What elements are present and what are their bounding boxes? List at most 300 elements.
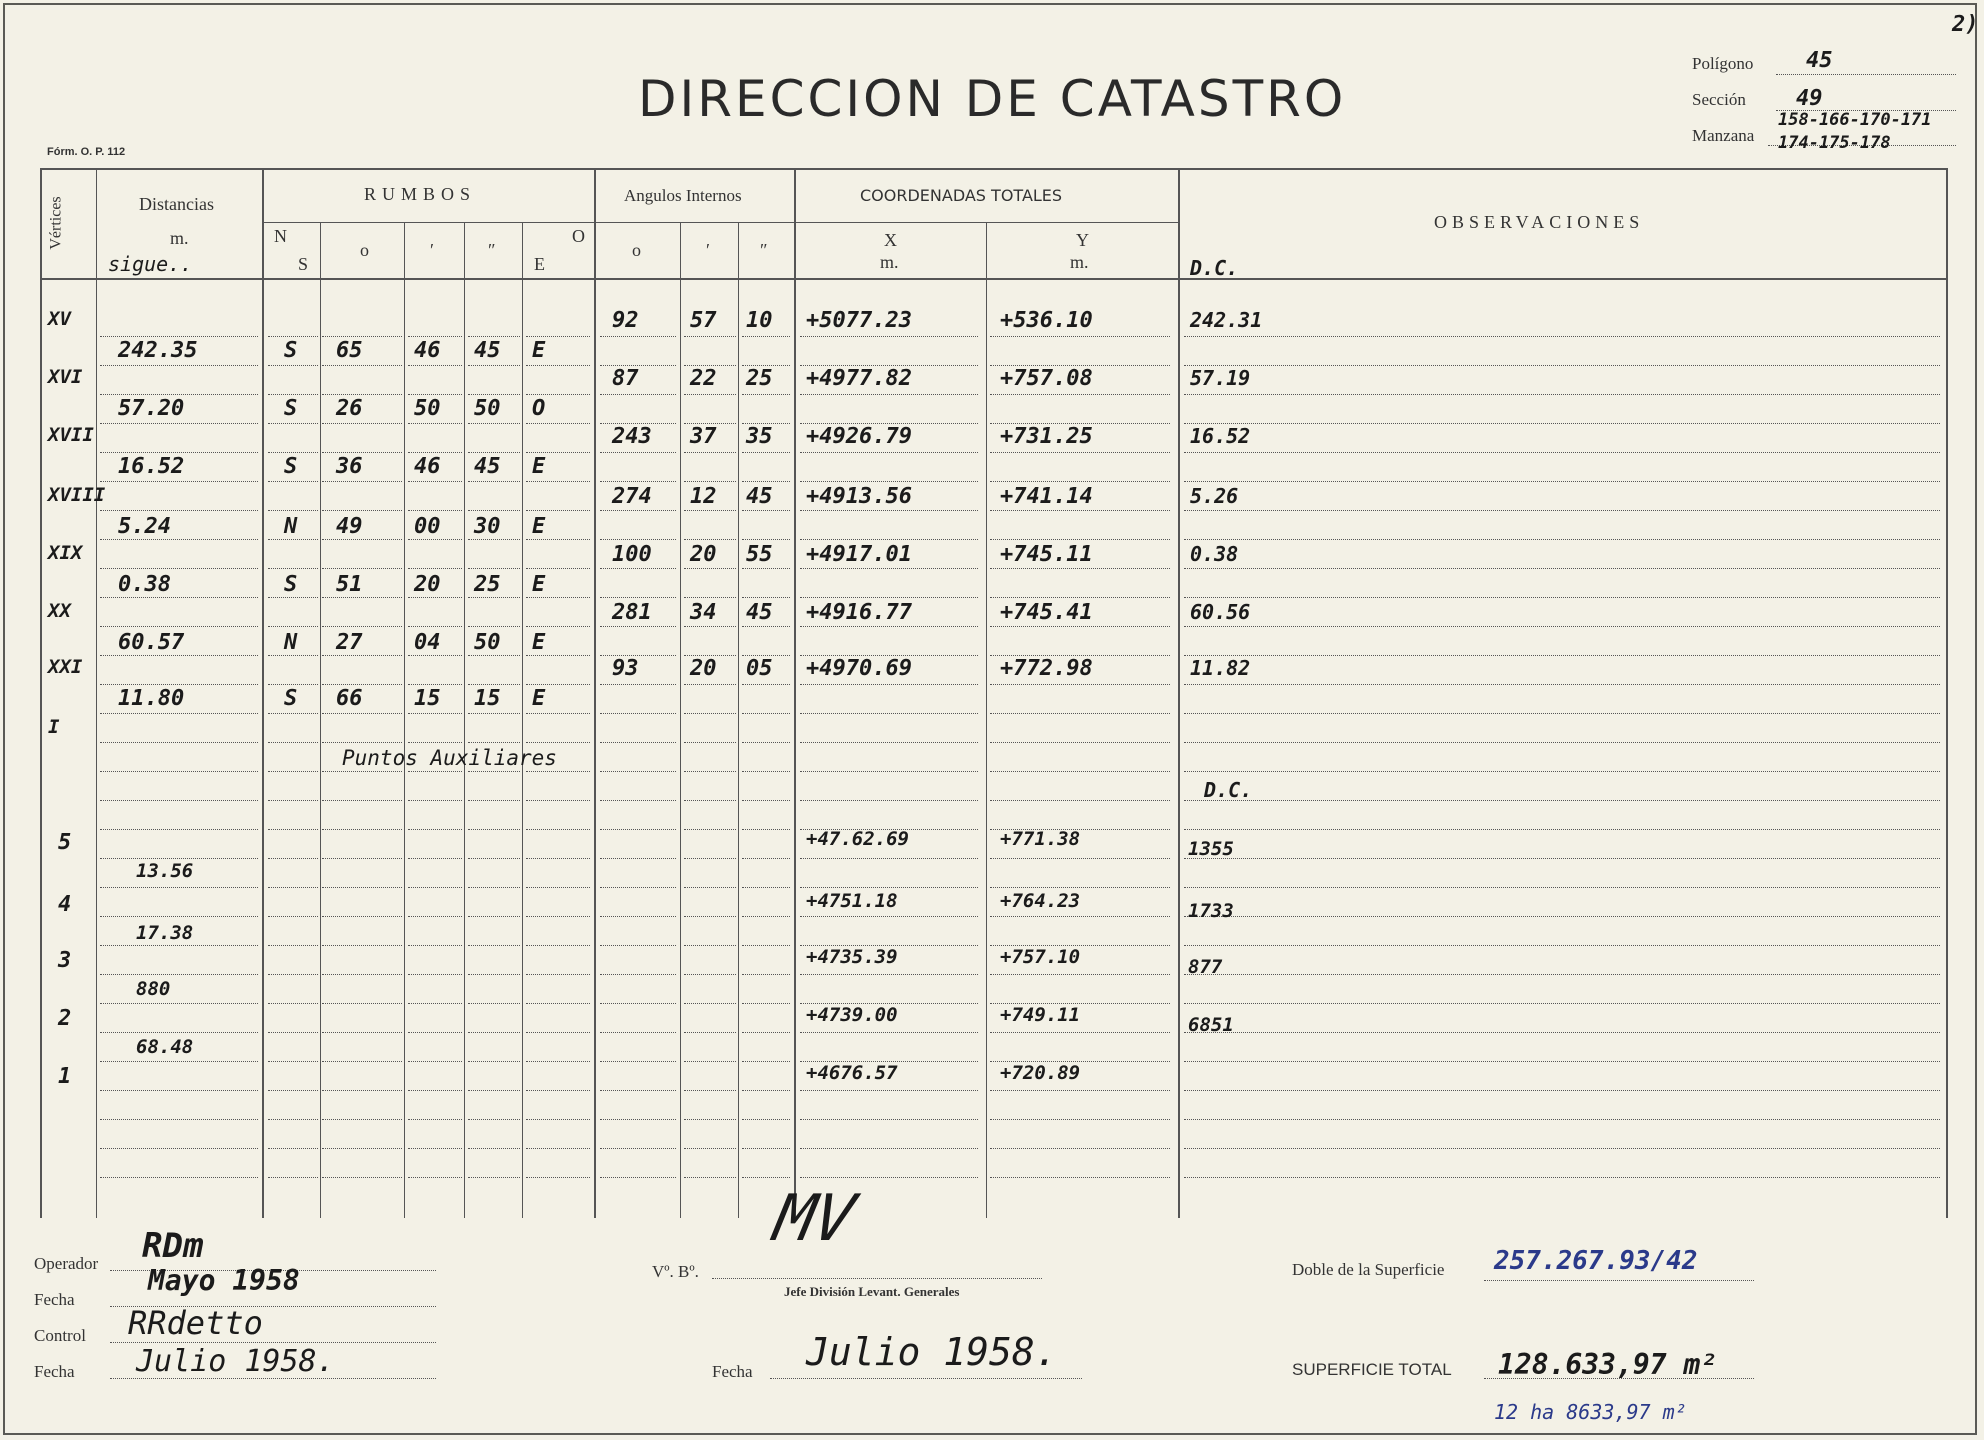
header-rumbos-s: S	[298, 254, 309, 274]
superficie-note: 12 ha 8633,97 m²	[1494, 1400, 1687, 1424]
vobo-line	[712, 1278, 1042, 1279]
row-dotted-line	[526, 858, 590, 859]
row-dotted-line	[322, 1032, 402, 1033]
angle-degrees: 92	[612, 308, 639, 333]
doble-line	[1484, 1280, 1754, 1281]
row-dotted-line	[408, 481, 462, 482]
row-dotted-line	[684, 742, 736, 743]
distance-value: 60.57	[118, 630, 185, 655]
row-dotted-line	[100, 858, 258, 859]
vertex-label: XX	[48, 600, 71, 622]
row-dotted-line	[990, 1177, 1170, 1178]
angulos-sub-rule	[594, 222, 794, 223]
row-dotted-line	[684, 858, 736, 859]
row-dotted-line	[742, 568, 790, 569]
rumbo-minutes: 04	[414, 630, 441, 655]
row-dotted-line	[526, 829, 590, 830]
row-dotted-line	[1184, 684, 1940, 685]
sigue-note: sigue..	[108, 252, 193, 276]
aux-observation-value: 6851	[1188, 1014, 1234, 1036]
row-dotted-line	[800, 742, 978, 743]
col-divider	[1178, 168, 1180, 1218]
row-dotted-line	[742, 800, 790, 801]
row-dotted-line	[990, 887, 1170, 888]
row-dotted-line	[600, 713, 676, 714]
rumbo-ns: S	[284, 338, 298, 363]
col-divider	[320, 222, 321, 1218]
header-distancias: Distancias	[139, 194, 214, 214]
row-dotted-line	[526, 626, 590, 627]
row-dotted-line	[1184, 452, 1940, 453]
row-dotted-line	[990, 481, 1170, 482]
rumbo-degrees: 49	[336, 514, 363, 539]
aux-coord-x: +4676.57	[806, 1062, 898, 1084]
row-dotted-line	[268, 1119, 318, 1120]
row-dotted-line	[742, 916, 790, 917]
row-dotted-line	[990, 1148, 1170, 1149]
row-dotted-line	[1184, 916, 1940, 917]
row-dotted-line	[408, 1003, 462, 1004]
row-dotted-line	[990, 452, 1170, 453]
row-dotted-line	[684, 771, 736, 772]
row-dotted-line	[408, 655, 462, 656]
row-dotted-line	[408, 945, 462, 946]
rumbo-degrees: 27	[336, 630, 363, 655]
row-dotted-line	[990, 800, 1170, 801]
row-dotted-line	[600, 626, 676, 627]
row-dotted-line	[408, 713, 462, 714]
col-divider	[522, 222, 523, 1218]
control-signature: RRdetto	[128, 1304, 263, 1342]
row-dotted-line	[742, 336, 790, 337]
rumbo-ns: S	[284, 454, 298, 479]
row-dotted-line	[1184, 1177, 1940, 1178]
rumbo-seconds: 45	[474, 338, 501, 363]
row-dotted-line	[468, 887, 520, 888]
observation-value: 16.52	[1190, 424, 1251, 448]
row-dotted-line	[100, 394, 258, 395]
row-dotted-line	[800, 713, 978, 714]
row-dotted-line	[742, 394, 790, 395]
row-dotted-line	[600, 1032, 676, 1033]
row-dotted-line	[526, 423, 590, 424]
row-dotted-line	[408, 1119, 462, 1120]
header-vertices: Vértices	[47, 196, 65, 250]
row-dotted-line	[322, 800, 402, 801]
row-dotted-line	[322, 1061, 402, 1062]
fecha3-label: Fecha	[712, 1362, 753, 1381]
row-dotted-line	[800, 1090, 978, 1091]
rumbo-ns: N	[284, 514, 298, 539]
coord-x: +4970.69	[806, 656, 912, 681]
row-dotted-line	[800, 858, 978, 859]
header-y: Y	[1076, 230, 1089, 250]
row-dotted-line	[468, 423, 520, 424]
aux-coord-y: +757.10	[1000, 946, 1081, 968]
row-dotted-line	[526, 510, 590, 511]
jefe-label: Jefe División Levant. Generales	[784, 1284, 960, 1299]
row-dotted-line	[684, 684, 736, 685]
coord-y: +757.08	[1000, 366, 1093, 391]
row-dotted-line	[408, 771, 462, 772]
row-dotted-line	[268, 1061, 318, 1062]
row-dotted-line	[1184, 539, 1940, 540]
row-dotted-line	[800, 510, 978, 511]
coord-x: +4913.56	[806, 484, 912, 509]
distance-value: 0.38	[118, 572, 171, 597]
aux-coord-y: +771.38	[1000, 828, 1081, 850]
col-divider	[464, 222, 465, 1218]
row-dotted-line	[268, 974, 318, 975]
row-dotted-line	[684, 539, 736, 540]
row-dotted-line	[1184, 974, 1940, 975]
row-dotted-line	[684, 1148, 736, 1149]
row-dotted-line	[322, 771, 402, 772]
poligono-label: Polígono	[1692, 54, 1754, 73]
row-dotted-line	[322, 597, 402, 598]
observation-value: 11.82	[1190, 656, 1251, 680]
angle-minutes: 12	[690, 484, 717, 509]
row-dotted-line	[600, 742, 676, 743]
row-dotted-line	[990, 1090, 1170, 1091]
vertex-label: XVII	[48, 424, 94, 446]
row-dotted-line	[408, 1032, 462, 1033]
row-dotted-line	[100, 887, 258, 888]
header-ang-min: ′	[706, 240, 710, 260]
row-dotted-line	[684, 945, 736, 946]
row-dotted-line	[1184, 829, 1940, 830]
row-dotted-line	[408, 597, 462, 598]
col-divider	[680, 222, 681, 1218]
row-dotted-line	[684, 394, 736, 395]
aux-observation-value: 1355	[1188, 838, 1234, 860]
row-dotted-line	[100, 481, 258, 482]
vertex-label: XVIII	[48, 484, 106, 506]
col-divider	[794, 168, 796, 1218]
row-dotted-line	[526, 771, 590, 772]
manzana-value-2: 174-175-178	[1778, 133, 1891, 153]
angle-seconds: 25	[746, 366, 773, 391]
row-dotted-line	[800, 887, 978, 888]
row-dotted-line	[322, 1177, 402, 1178]
row-dotted-line	[1184, 1090, 1940, 1091]
coord-y: +772.98	[1000, 656, 1093, 681]
row-dotted-line	[684, 597, 736, 598]
row-dotted-line	[468, 394, 520, 395]
row-dotted-line	[268, 336, 318, 337]
row-dotted-line	[100, 713, 258, 714]
row-dotted-line	[322, 568, 402, 569]
aux-distance-value: 880	[136, 978, 171, 1000]
row-dotted-line	[742, 829, 790, 830]
row-dotted-line	[800, 597, 978, 598]
row-dotted-line	[1184, 1119, 1940, 1120]
row-dotted-line	[100, 1061, 258, 1062]
row-dotted-line	[742, 887, 790, 888]
row-dotted-line	[684, 1032, 736, 1033]
row-dotted-line	[268, 568, 318, 569]
row-dotted-line	[684, 713, 736, 714]
row-dotted-line	[268, 481, 318, 482]
row-dotted-line	[100, 336, 258, 337]
row-dotted-line	[100, 742, 258, 743]
header-rumbos-n: N	[274, 226, 287, 246]
angle-degrees: 100	[612, 542, 652, 567]
row-dotted-line	[742, 452, 790, 453]
seccion-label: Sección	[1692, 90, 1746, 109]
row-dotted-line	[800, 452, 978, 453]
col-divider	[1946, 168, 1948, 1218]
rumbo-ns: S	[284, 572, 298, 597]
header-distancias-unit: m.	[170, 228, 189, 248]
coord-y: +745.11	[1000, 542, 1093, 567]
row-dotted-line	[408, 800, 462, 801]
row-dotted-line	[1184, 800, 1940, 801]
row-dotted-line	[322, 481, 402, 482]
row-dotted-line	[100, 1003, 258, 1004]
rumbo-minutes: 15	[414, 686, 441, 711]
row-dotted-line	[100, 1090, 258, 1091]
row-dotted-line	[268, 597, 318, 598]
angle-degrees: 243	[612, 424, 652, 449]
vertex-label: XIX	[48, 542, 83, 564]
rumbo-degrees: 66	[336, 686, 363, 711]
doble-label: Doble de la Superficie	[1292, 1260, 1445, 1279]
row-dotted-line	[322, 945, 402, 946]
aux-distance-value: 17.38	[136, 922, 194, 944]
row-dotted-line	[408, 858, 462, 859]
rumbo-ns: S	[284, 686, 298, 711]
fecha3-line	[770, 1378, 1082, 1379]
col-divider	[738, 222, 739, 1218]
row-dotted-line	[408, 539, 462, 540]
row-dotted-line	[526, 1032, 590, 1033]
rumbo-seconds: 50	[474, 630, 501, 655]
operador-signature: RDm	[142, 1226, 204, 1266]
row-dotted-line	[268, 945, 318, 946]
coord-x: +4917.01	[806, 542, 912, 567]
fecha2-value: Julio 1958.	[136, 1344, 335, 1379]
row-dotted-line	[600, 974, 676, 975]
angle-seconds: 45	[746, 600, 773, 625]
row-dotted-line	[468, 539, 520, 540]
row-dotted-line	[600, 597, 676, 598]
page-title: DIRECCION DE CATASTRO	[638, 70, 1347, 128]
rumbo-seconds: 30	[474, 514, 501, 539]
row-dotted-line	[468, 800, 520, 801]
vobo-label: Vº. Bº.	[652, 1262, 699, 1281]
control-line	[110, 1342, 436, 1343]
coord-y: +536.10	[1000, 308, 1093, 333]
row-dotted-line	[742, 1003, 790, 1004]
row-dotted-line	[268, 1148, 318, 1149]
row-dotted-line	[600, 1148, 676, 1149]
row-dotted-line	[684, 829, 736, 830]
row-dotted-line	[468, 626, 520, 627]
row-dotted-line	[408, 423, 462, 424]
row-dotted-line	[1184, 626, 1940, 627]
row-dotted-line	[100, 974, 258, 975]
col-divider	[404, 222, 405, 1218]
row-dotted-line	[800, 916, 978, 917]
aux-observation-value: 877	[1188, 956, 1223, 978]
row-dotted-line	[408, 887, 462, 888]
row-dotted-line	[1184, 1032, 1940, 1033]
row-dotted-line	[1184, 394, 1940, 395]
row-dotted-line	[100, 771, 258, 772]
row-dotted-line	[742, 481, 790, 482]
rumbo-degrees: 65	[336, 338, 363, 363]
row-dotted-line	[322, 1148, 402, 1149]
row-dotted-line	[600, 887, 676, 888]
angle-degrees: 87	[612, 366, 639, 391]
header-angulos: Angulos Internos	[624, 186, 742, 205]
poligono-line	[1776, 74, 1956, 75]
row-dotted-line	[268, 858, 318, 859]
row-dotted-line	[742, 1032, 790, 1033]
angle-minutes: 37	[690, 424, 717, 449]
row-dotted-line	[990, 568, 1170, 569]
header-rumbos-o: O	[572, 226, 585, 246]
header-ang-sec: ″	[760, 240, 768, 260]
aux-vertex-label: 2	[58, 1006, 72, 1031]
rumbo-seconds: 45	[474, 454, 501, 479]
row-dotted-line	[100, 1119, 258, 1120]
row-dotted-line	[526, 568, 590, 569]
row-dotted-line	[408, 684, 462, 685]
fecha1-value: Mayo 1958	[148, 1264, 300, 1297]
row-dotted-line	[408, 1061, 462, 1062]
row-dotted-line	[100, 365, 258, 366]
row-dotted-line	[742, 1148, 790, 1149]
row-dotted-line	[268, 771, 318, 772]
row-dotted-line	[600, 829, 676, 830]
header-rumbos-e: E	[534, 254, 545, 274]
row-dotted-line	[322, 887, 402, 888]
row-dotted-line	[684, 974, 736, 975]
row-dotted-line	[100, 510, 258, 511]
row-dotted-line	[526, 684, 590, 685]
row-dotted-line	[268, 539, 318, 540]
aux-coord-x: +4739.00	[806, 1004, 898, 1026]
observation-value: 57.19	[1190, 366, 1251, 390]
row-dotted-line	[526, 742, 590, 743]
row-dotted-line	[1184, 481, 1940, 482]
row-dotted-line	[990, 713, 1170, 714]
row-dotted-line	[468, 1177, 520, 1178]
row-dotted-line	[268, 452, 318, 453]
header-rumbos: RUMBOS	[364, 184, 477, 204]
row-dotted-line	[990, 336, 1170, 337]
angle-minutes: 20	[690, 656, 717, 681]
row-dotted-line	[990, 771, 1170, 772]
aux-coord-x: +47.62.69	[806, 828, 909, 850]
aux-vertex-label: 4	[58, 892, 72, 917]
row-dotted-line	[684, 568, 736, 569]
row-dotted-line	[990, 684, 1170, 685]
row-dotted-line	[468, 771, 520, 772]
row-dotted-line	[468, 568, 520, 569]
row-dotted-line	[408, 394, 462, 395]
aux-distance-value: 13.56	[136, 860, 194, 882]
row-dotted-line	[1184, 597, 1940, 598]
row-dotted-line	[322, 858, 402, 859]
row-dotted-line	[526, 887, 590, 888]
row-dotted-line	[100, 1032, 258, 1033]
row-dotted-line	[990, 742, 1170, 743]
row-dotted-line	[600, 1090, 676, 1091]
row-dotted-line	[268, 713, 318, 714]
observation-value: 242.31	[1190, 308, 1263, 332]
coord-x: +5077.23	[806, 308, 912, 333]
row-dotted-line	[1184, 1061, 1940, 1062]
angle-minutes: 22	[690, 366, 717, 391]
row-dotted-line	[468, 916, 520, 917]
row-dotted-line	[990, 539, 1170, 540]
row-dotted-line	[408, 365, 462, 366]
row-dotted-line	[100, 539, 258, 540]
header-coordenadas: COORDENADAS TOTALES	[860, 186, 1063, 205]
row-dotted-line	[1184, 568, 1940, 569]
obs-dc-label: D.C.	[1190, 256, 1239, 280]
row-dotted-line	[322, 829, 402, 830]
angle-minutes: 34	[690, 600, 717, 625]
row-dotted-line	[408, 626, 462, 627]
row-dotted-line	[526, 336, 590, 337]
rumbo-eo: E	[532, 630, 546, 655]
rumbo-minutes: 46	[414, 338, 441, 363]
coord-x: +4977.82	[806, 366, 912, 391]
row-dotted-line	[322, 452, 402, 453]
distance-value: 11.80	[118, 686, 185, 711]
distance-value: 242.35	[118, 338, 198, 363]
angle-degrees: 281	[612, 600, 652, 625]
table-top-rule	[40, 168, 1948, 170]
row-dotted-line	[468, 365, 520, 366]
doble-value: 257.267.93/42	[1494, 1246, 1698, 1276]
row-dotted-line	[268, 423, 318, 424]
row-dotted-line	[468, 684, 520, 685]
control-label: Control	[34, 1326, 86, 1345]
col-divider	[594, 168, 596, 1218]
row-dotted-line	[800, 1119, 978, 1120]
row-dotted-line	[100, 684, 258, 685]
row-dotted-line	[100, 829, 258, 830]
aux-coord-y: +749.11	[1000, 1004, 1081, 1026]
row-dotted-line	[100, 800, 258, 801]
row-dotted-line	[268, 742, 318, 743]
rumbo-ns: S	[284, 396, 298, 421]
vertex-label: XVI	[48, 366, 83, 388]
row-dotted-line	[742, 539, 790, 540]
aux-distance-value: 68.48	[136, 1036, 194, 1058]
row-dotted-line	[1184, 336, 1940, 337]
row-dotted-line	[684, 1061, 736, 1062]
fecha2-label: Fecha	[34, 1362, 75, 1381]
row-dotted-line	[468, 829, 520, 830]
row-dotted-line	[600, 510, 676, 511]
row-dotted-line	[800, 336, 978, 337]
angle-seconds: 35	[746, 424, 773, 449]
rumbo-degrees: 51	[336, 572, 363, 597]
row-dotted-line	[408, 510, 462, 511]
row-dotted-line	[600, 684, 676, 685]
row-dotted-line	[684, 510, 736, 511]
row-dotted-line	[684, 916, 736, 917]
col-divider	[96, 168, 97, 1218]
row-dotted-line	[600, 800, 676, 801]
angle-degrees: 93	[612, 656, 639, 681]
